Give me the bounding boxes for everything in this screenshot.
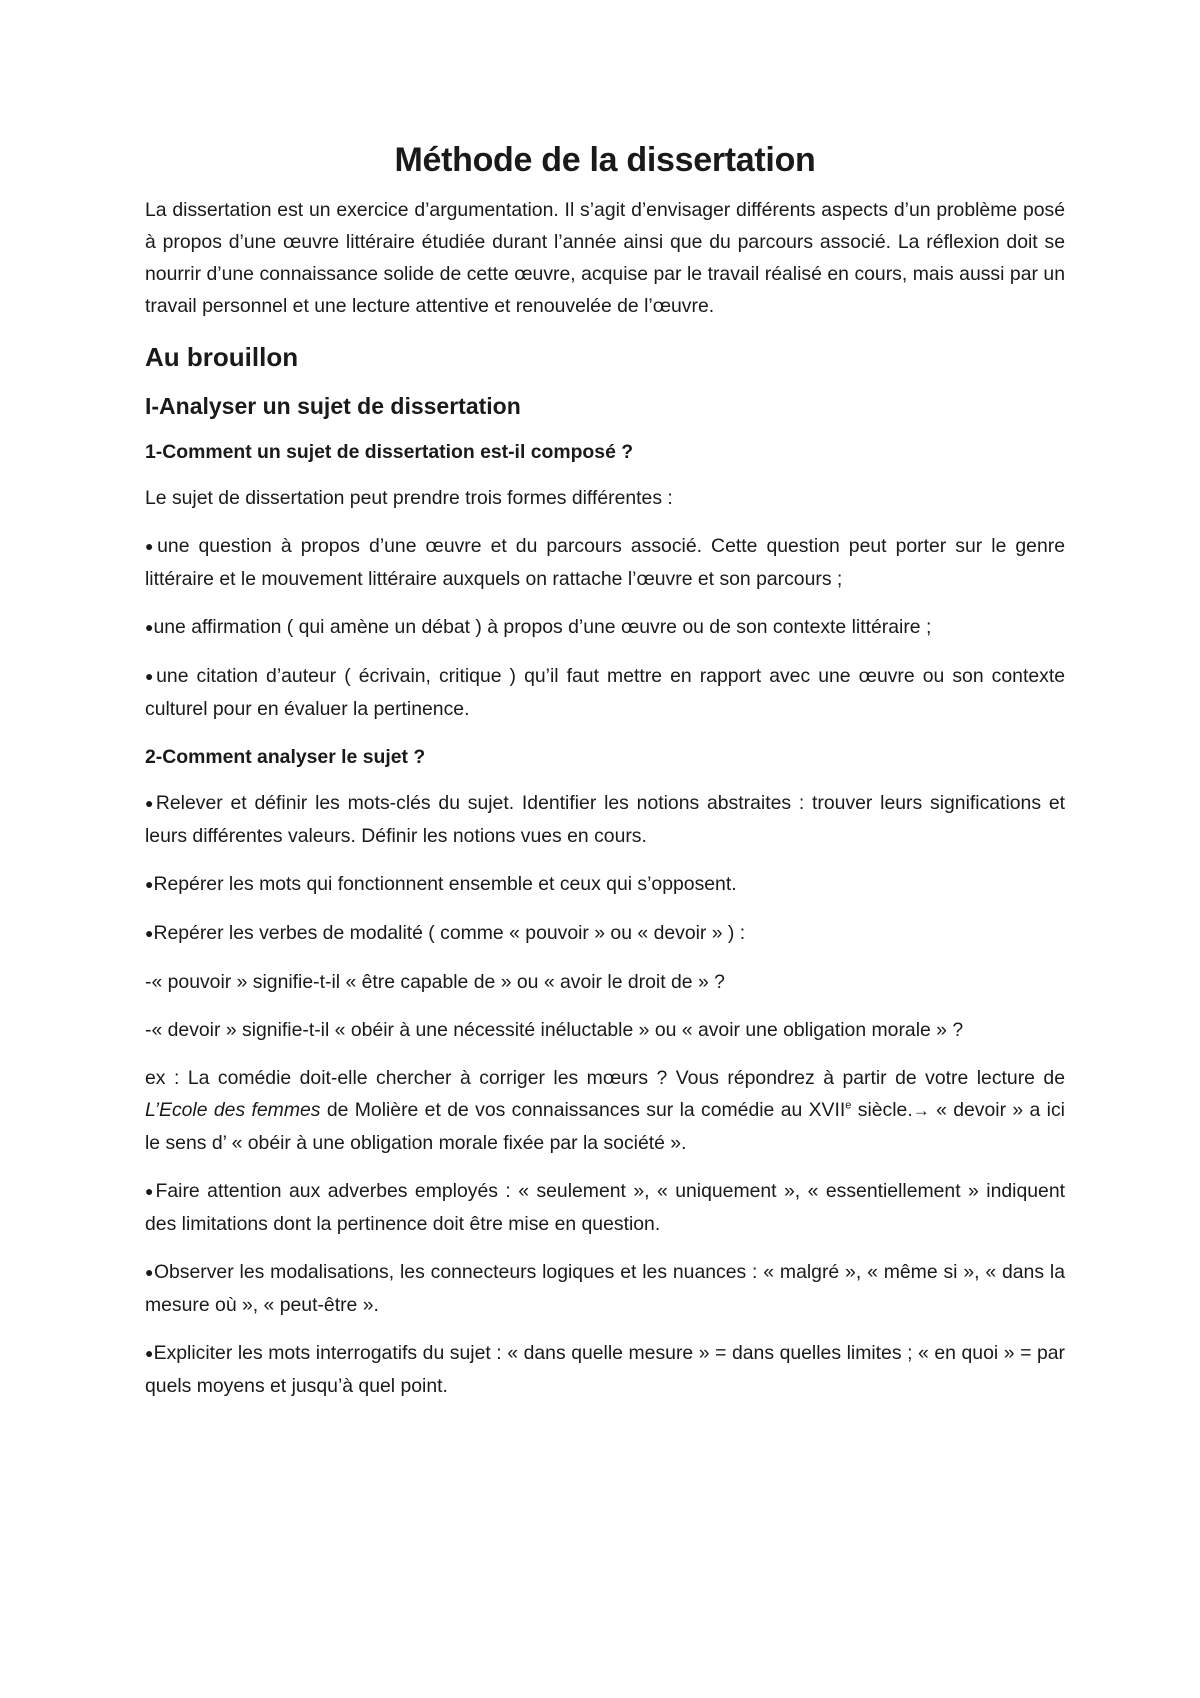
example-conclusion: « devoir » a ici le sens d’ « obéir à une obligation morale fixée par la société ». <box>145 1099 1065 1154</box>
question-1-heading: 1-Comment un sujet de dissertation est-il composé ? <box>145 441 634 463</box>
bullet-text: Expliciter les mots interrogatifs du sujet : « dans quelle mesure » = dans quelles limites ; « en quoi » = par quels moyens et jusqu’à quel point. <box>145 1342 1065 1397</box>
dash-line: -« pouvoir » signifie-t-il « être capable de » ou « avoir le droit de » ? <box>145 971 725 993</box>
bullet-text: une citation d’auteur ( écrivain, critique ) qu’il faut mettre en rapport avec une œuvre ou son contexte culturel pour en évaluer la pertinence. <box>145 665 1065 720</box>
bullet-text: Faire attention aux adverbes employés : « seulement », « uniquement », « essentiellement » indiquent des limitations dont la pertinence doit être mise en question. <box>145 1180 1065 1235</box>
bullet-item <box>145 787 1065 852</box>
arrow-right-icon: → <box>912 1101 930 1120</box>
bullet-icon: ● <box>145 1345 154 1361</box>
bullet-item <box>145 917 1065 950</box>
bullet-item <box>145 611 1065 644</box>
section-heading: Au brouillon <box>145 342 299 372</box>
bullet-item <box>145 1175 1065 1240</box>
question-2-heading: 2-Comment analyser le sujet ? <box>145 746 426 768</box>
bullet-icon: ● <box>145 925 154 941</box>
example-paragraph <box>145 1062 1065 1159</box>
bullet-icon: ● <box>145 1264 154 1280</box>
bullet-icon: ● <box>145 668 157 684</box>
intro-paragraph: La dissertation est un exercice d’argumentation. Il s’agit d’envisager différents aspects d’un problème posé à propos d’une œuvre littéraire étudiée durant l’année ainsi que du parcours associé. La réflexion doit se nourrir d’une connaissance solide de cette œuvre, acquise par le travail réalisé en cours, mais aussi par un travail personnel et une lecture attentive et renouvelée de l’œuvre. <box>145 199 1065 317</box>
example-text: siècle. <box>851 1099 913 1121</box>
bullet-item <box>145 1337 1065 1402</box>
bullet-text: une affirmation ( qui amène un débat ) à propos d’une œuvre ou de son contexte littéraire ; <box>153 616 932 638</box>
work-title: L’Ecole des femmes <box>145 1099 321 1121</box>
part-heading: I-Analyser un sujet de dissertation <box>145 393 521 419</box>
bullet-icon: ● <box>145 795 156 811</box>
bullet-item <box>145 1256 1065 1321</box>
example-text: de Molière et de vos connaissances sur la comédie au XVII <box>320 1099 846 1121</box>
century-superscript: e <box>845 1099 852 1112</box>
bullet-text: une question à propos d’une œuvre et du parcours associé. Cette question peut porter sur le genre littéraire et le mouvement littéraire auxquels on rattache l’œuvre et son parcours ; <box>145 535 1065 590</box>
bullet-text: Repérer les mots qui fonctionnent ensemble et ceux qui s’opposent. <box>153 873 737 895</box>
bullet-item <box>145 530 1065 595</box>
question-1-lead: Le sujet de dissertation peut prendre trois formes différentes : <box>145 487 673 509</box>
bullet-icon: ● <box>145 619 154 635</box>
bullet-item <box>145 660 1065 725</box>
bullet-icon: ● <box>145 1183 156 1199</box>
page-title: Méthode de la dissertation <box>394 141 816 179</box>
bullet-text: Relever et définir les mots-clés du sujet. Identifier les notions abstraites : trouver leurs significations et leurs différentes valeurs. Définir les notions vues en cours. <box>145 792 1065 847</box>
dash-line: -« devoir » signifie-t-il « obéir à une nécessité inéluctable » ou « avoir une obligation morale » ? <box>145 1019 964 1041</box>
example-text: ex : La comédie doit-elle chercher à corriger les mœurs ? Vous répondrez à partir de votre lecture de <box>145 1067 1065 1089</box>
bullet-icon: ● <box>145 538 158 554</box>
document-page <box>145 140 1065 1418</box>
bullet-icon: ● <box>145 876 154 892</box>
bullet-text: Repérer les verbes de modalité ( comme « pouvoir » ou « devoir » ) : <box>153 922 746 944</box>
bullet-text: Observer les modalisations, les connecteurs logiques et les nuances : « malgré », « même si », « dans la mesure où », « peut-être ». <box>145 1261 1065 1316</box>
bullet-item <box>145 868 1065 901</box>
